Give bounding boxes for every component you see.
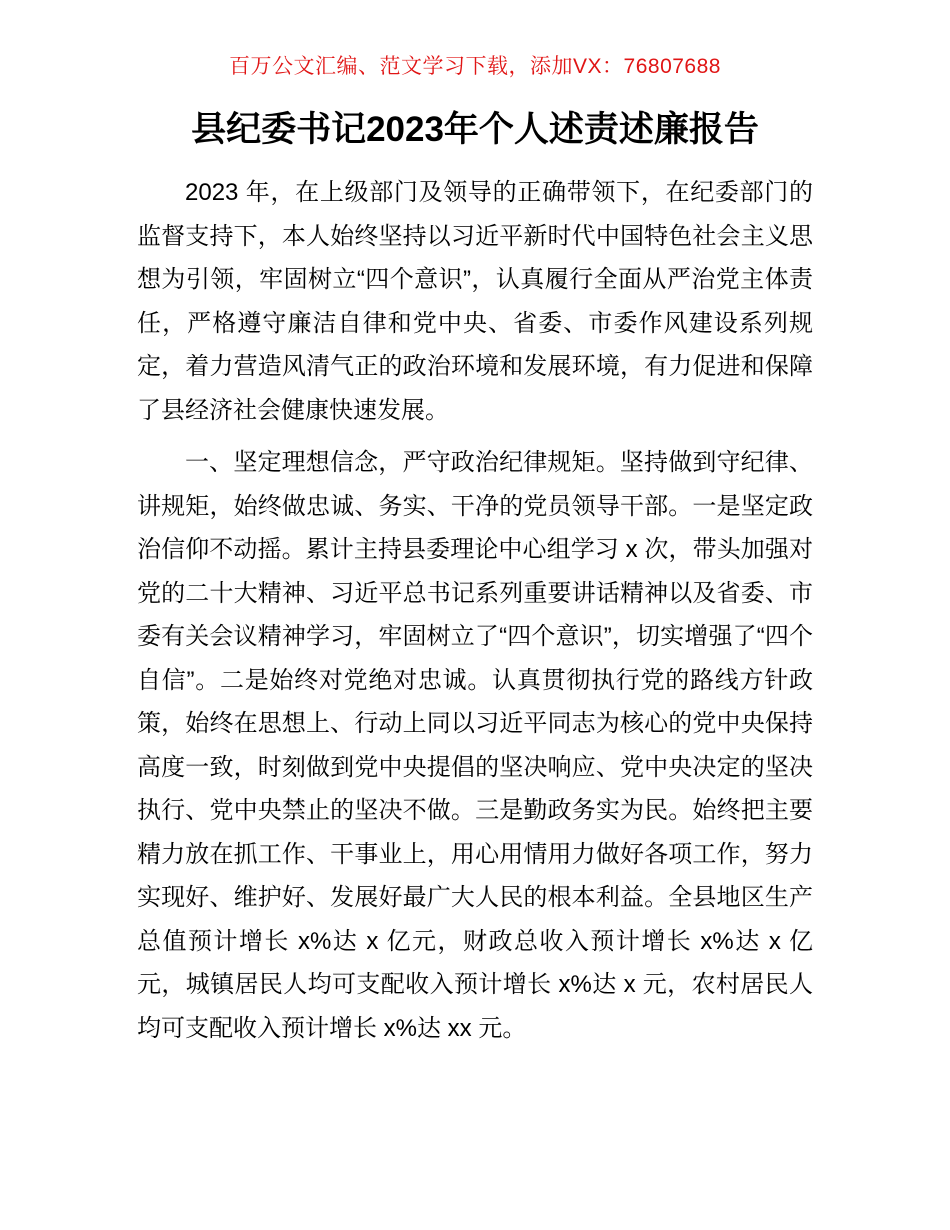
paragraph-section-1: 一、坚定理想信念，严守政治纪律规矩。坚持做到守纪律、讲规矩，始终做忠诚、务实、干净的党员领导干部。一是坚定政治信仰不动摇。累计主持县委理论中心组学习 x 次，带头加强对党的二十大精神、习近平总书记系列重要讲话精神以及省委、市委有关会议精神学习，牢固树立了“四个意识”，切实增强了“四个自信”。二是始终对党绝对忠诚。认真贯彻执行党的路线方针政策，始终在思想上、行动上同以习近平同志为核心的党中央保持高度一致，时刻做到党中央提倡的坚决响应、党中央决定的坚决执行、党中央禁止的坚决不做。三是勤政务实为民。始终把主要精力放在抓工作、干事业上，用心用情用力做好各项工作，努力实现好、维护好、发展好最广大人民的根本利益。全县地区生产总值预计增长 x%达 x 亿元，财政总收入预计增长 x%达 x 亿元，城镇居民人均可支配收入预计增长 x%达 x 元，农村居民人均可支配收入预计增长 x%达 xx 元。 (137, 449, 813, 1042)
document-title: 县纪委书记2023年个人述责述廉报告 (191, 110, 759, 149)
promo-notice-text: 百万公文汇编、范文学习下载，添加VX：76807688 (229, 55, 721, 78)
paragraph-intro: 2023 年，在上级部门及领导的正确带领下，在纪委部门的监督支持下，本人始终坚持以习近平新时代中国特色社会主义思想为引领，牢固树立“四个意识”，认真履行全面从严治党主体责任，严格遵守廉洁自律和党中央、省委、市委作风建设系列规定，着力营造风清气正的政治环境和发展环境，有力促进和保障了县经济社会健康快速发展。 (137, 179, 813, 424)
document-body (137, 171, 813, 1050)
